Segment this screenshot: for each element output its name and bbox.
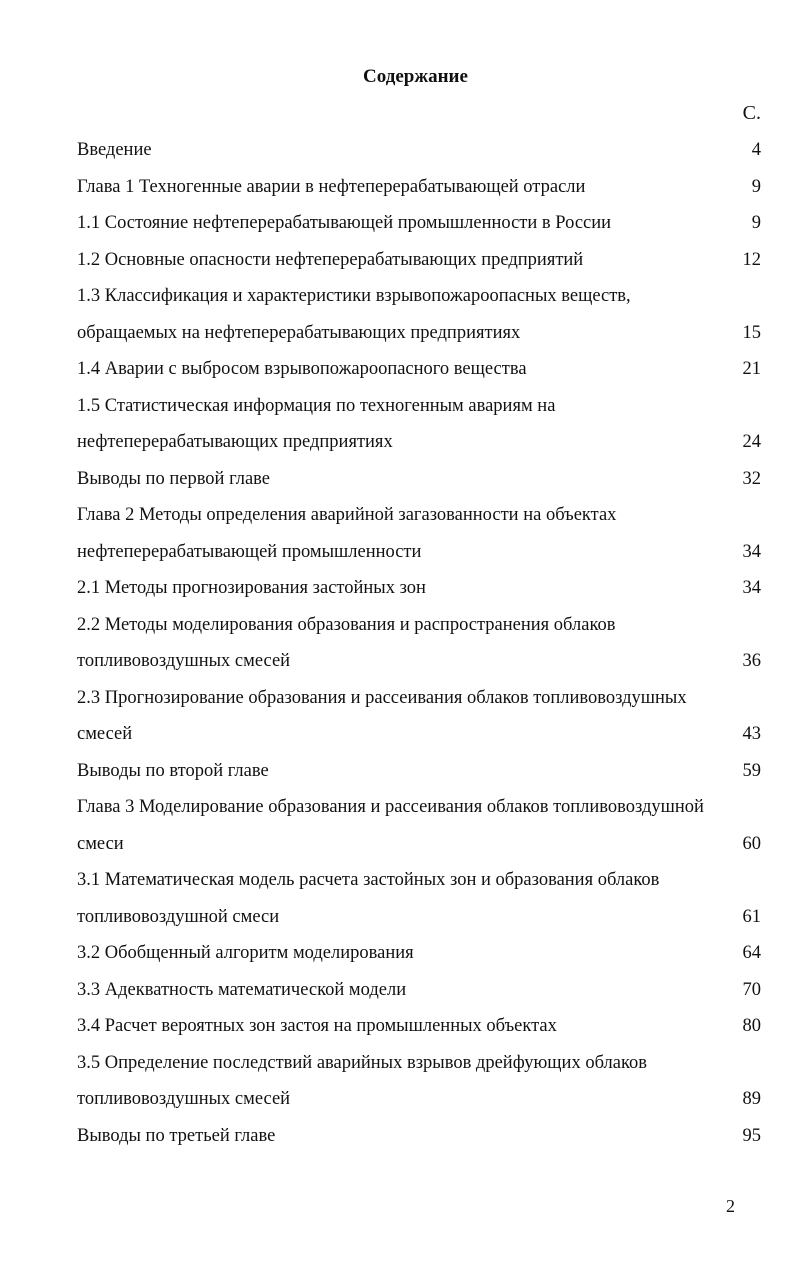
toc-entry-page: 43 <box>742 724 761 744</box>
toc-entry-page: 4 <box>751 140 761 160</box>
table-of-contents <box>77 132 761 1154</box>
toc-entry <box>77 132 761 169</box>
toc-entry-page: 36 <box>742 651 761 671</box>
toc-entry-page: 32 <box>742 468 761 489</box>
toc-entry <box>77 461 761 498</box>
toc-entry <box>77 1008 761 1045</box>
toc-entry-page: 9 <box>751 176 761 197</box>
toc-entry <box>77 205 761 242</box>
toc-entry-text: Выводы по второй главе <box>77 760 269 781</box>
toc-entry <box>77 789 761 862</box>
toc-entry-page: 64 <box>742 943 761 963</box>
toc-entry-page: 70 <box>742 979 761 1000</box>
toc-entry-page: 15 <box>742 322 761 343</box>
page-title: Содержание <box>363 66 468 87</box>
toc-entry-text: Глава 1 Техногенные аварии в нефтеперерабатывающей отрасли <box>77 176 586 197</box>
toc-entry-text: 3.2 Обобщенный алгоритм моделирования <box>77 943 414 963</box>
toc-entry <box>77 278 761 351</box>
toc-entry <box>77 935 761 972</box>
toc-entry-text: 1.1 Состояние нефтеперерабатывающей промышленности в России <box>77 213 612 233</box>
toc-entry-text: 3.3 Адекватность математической модели <box>77 979 407 1000</box>
toc-entry-text: 1.2 Основные опасности нефтеперерабатывающих предприятий <box>77 249 584 270</box>
toc-entry <box>77 972 761 1009</box>
toc-entry-text: 3.5 Определение последствий аварийных взрывов дрейфующих облаков топливовоздушных смесей <box>77 1052 648 1109</box>
toc-entry <box>77 169 761 206</box>
toc-entry-page: 89 <box>742 1089 761 1109</box>
toc-entry-text: 1.4 Аварии с выбросом взрывопожароопасного вещества <box>77 359 527 379</box>
toc-entry-page: 60 <box>742 833 761 854</box>
toc-entry-page: 59 <box>742 760 761 781</box>
toc-entry <box>77 753 761 790</box>
toc-entry <box>77 388 761 461</box>
toc-entry-text: Глава 3 Моделирование образования и рассеивания облаков топливовоздушной смеси <box>77 797 704 854</box>
toc-entry-text: 2.3 Прогнозирование образования и рассеивания облаков топливовоздушных смесей <box>77 687 687 744</box>
toc-entry-text: 2.1 Методы прогнозирования застойных зон <box>77 578 426 598</box>
toc-entry-page: 9 <box>751 213 761 233</box>
toc-entry-page: 34 <box>742 578 761 598</box>
toc-entry-text: 2.2 Методы моделирования образования и распространения облаков топливовоздушных смесей <box>77 614 616 671</box>
toc-entry <box>77 862 761 935</box>
toc-entry-page: 21 <box>742 359 761 379</box>
toc-entry-page: 95 <box>742 1125 761 1146</box>
toc-entry-text: Введение <box>77 140 152 160</box>
toc-entry-text: 1.5 Статистическая информация по техногенным авариям на нефтеперерабатывающих предприятиях <box>77 395 556 452</box>
toc-entry-text: 3.4 Расчет вероятных зон застоя на промышленных объектах <box>77 1016 557 1036</box>
toc-entry <box>77 242 761 279</box>
toc-entry-text: 3.1 Математическая модель расчета застойных зон и образования облаков топливовоздушной смеси <box>77 870 660 927</box>
toc-entry-text: 1.3 Классификация и характеристики взрывопожароопасных веществ, обращаемых на нефтеперерабатывающих предприятиях <box>77 286 631 343</box>
toc-entry-page: 34 <box>742 541 761 562</box>
toc-entry-page: 24 <box>742 432 761 452</box>
toc-entry <box>77 497 761 570</box>
toc-entry <box>77 1118 761 1155</box>
toc-entry-text: Выводы по первой главе <box>77 468 271 489</box>
toc-entry-text: Глава 2 Методы определения аварийной загазованности на объектах нефтеперерабатывающей промышленности <box>77 505 617 562</box>
page-column-label: С. <box>742 102 761 124</box>
toc-entry <box>77 351 761 388</box>
toc-entry <box>77 607 761 680</box>
toc-entry-page: 61 <box>742 906 761 927</box>
toc-entry <box>77 570 761 607</box>
toc-entry-text: Выводы по третьей главе <box>77 1125 276 1146</box>
toc-entry-page: 80 <box>742 1016 761 1036</box>
toc-entry <box>77 1045 761 1118</box>
toc-entry-page: 12 <box>742 249 761 270</box>
page-number: 2 <box>726 1196 735 1216</box>
toc-entry <box>77 680 761 753</box>
